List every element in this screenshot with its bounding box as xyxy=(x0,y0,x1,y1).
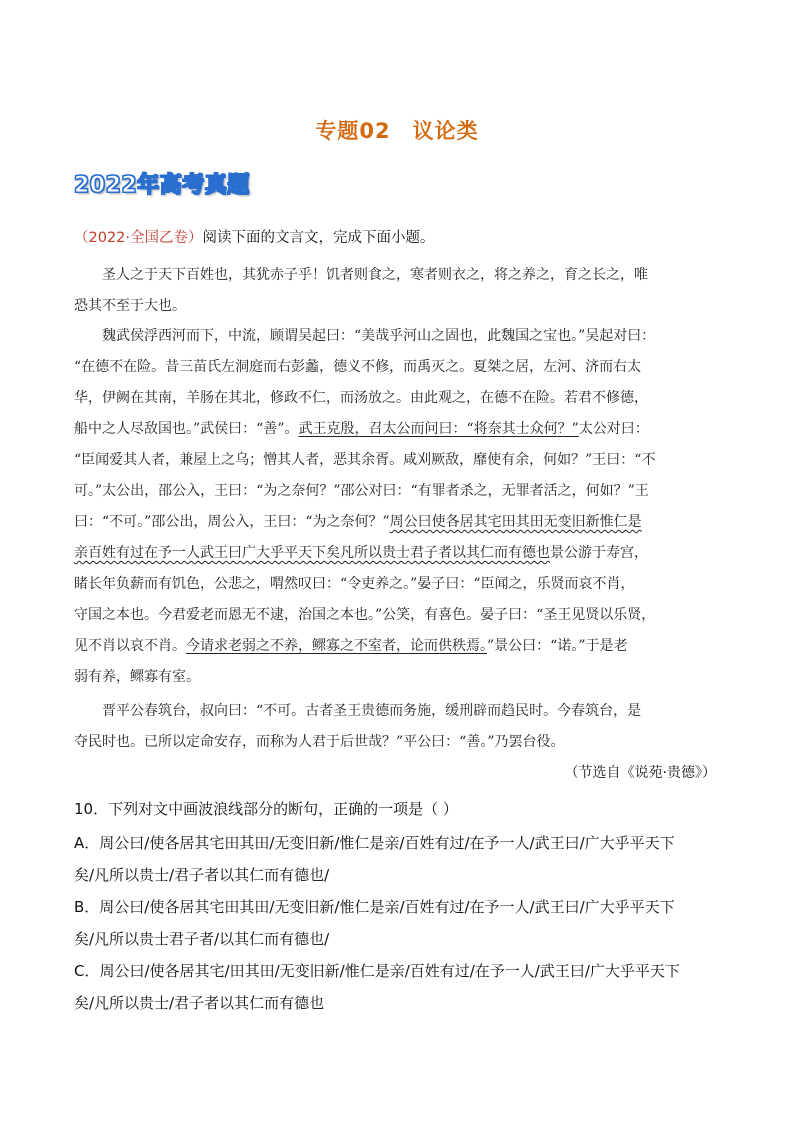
passage-line: “在德不在险。昔三苗氏左洞庭而右彭蠡，德义不修，而禹灭之。夏桀之居，左河、济而右太 xyxy=(74,359,642,375)
topic-name: 议论类 xyxy=(412,119,479,143)
passage-line: 弱有养，鳏寡有室。 xyxy=(74,669,200,685)
passage-line: 恐其不至于大也。 xyxy=(74,298,186,314)
passage-line: 船中之人尽敌国也。”武侯曰：“善”。武王克殷，召太公而问曰：“将奈其士众何？”太公对曰： xyxy=(74,421,649,437)
option-c-cont: 矣/凡所以贵士/君子者以其仁而有德也 xyxy=(74,994,325,1012)
option-a-cont: 矣/凡所以贵士/君子者以其仁而有德也/ xyxy=(74,866,330,884)
option-b[interactable]: B．周公曰/使各居其宅田其田/无变旧新/惟仁是亲/百姓有过/在予一人/武王曰/广大乎平天下 xyxy=(74,898,675,916)
passage-line: 圣人之于天下百姓也，其犹赤子乎！饥者则食之，寒者则衣之，将之养之，育之长之，唯 xyxy=(102,267,648,283)
option-c[interactable]: C．周公曰/使各居其宅/田其田/无变旧新/惟仁是亲/百姓有过/在予一人/武王曰/广大乎平天下 xyxy=(74,962,680,980)
passage-line: 可。”太公出，邵公入，王曰：“为之奈何？”邵公对曰：“有罪者杀之，无罪者活之，何如？”王 xyxy=(74,483,649,499)
passage-line: 晋平公春筑台，叔向曰：“不可。古者圣王贵德而务施，缓刑辟而趋民时。今春筑台，是 xyxy=(102,703,642,719)
question-stem: 10．下列对文中画波浪线部分的断句，正确的一项是（ ） xyxy=(74,800,458,818)
passage-line: “臣闻爱其人者，兼屋上之乌；憎其人者，恶其余胥。咸刈厥敌，靡使有余，何如？”王曰：“不 xyxy=(74,452,656,468)
passage-line: 魏武侯浮西河而下，中流，顾谓吴起曰：“美哉乎河山之固也，此魏国之宝也。”吴起对曰： xyxy=(102,328,656,344)
underlined-sentence: 武王克殷，召太公而问曰：“将奈其士众何？” xyxy=(298,421,579,437)
passage-line: 亲百姓有过在予一人武王曰广大乎平天下矣凡所以贵士君子者以其仁而有德也景公游于寿宫， xyxy=(74,545,648,561)
document-title xyxy=(0,115,794,145)
source-tag: （2022·全国乙卷） xyxy=(74,230,203,246)
option-b-cont: 矣/凡所以贵士君子者/以其仁而有德也/ xyxy=(74,930,330,948)
passage-line: 见不肖以哀不肖。今请求老弱之不养，鳏寡之不室者，论而供秩焉。”景公曰：“诺。”于是老 xyxy=(74,638,628,654)
wavy-underlined-text: 亲百姓有过在予一人武王曰广大乎平天下矣凡所以贵士君子者以其仁而有德也 xyxy=(74,545,550,561)
instruction-text: 阅读下面的文言文，完成下面小题。 xyxy=(202,230,435,246)
topic-number: 专题02 xyxy=(315,119,391,143)
passage-line: 夺民时也。已所以定命安存，而称为人君于后世哉？”平公曰：“善。”乃罢台役。 xyxy=(74,734,565,750)
source-attribution: （节选自《说苑·贵德》） xyxy=(564,765,716,781)
option-a[interactable]: A．周公曰/使各居其宅田其田/无变旧新/惟仁是亲/百姓有过/在予一人/武王曰/广大乎平天下 xyxy=(74,834,675,852)
source-line xyxy=(74,226,435,247)
passage-line: 曰：“不可。”邵公出，周公入，王曰：“为之奈何？”周公曰使各居其宅田其田无变旧新惟仁是 xyxy=(74,514,642,530)
passage-line: 睹长年负薪而有饥色，公悲之，喟然叹曰：“令吏养之。”晏子曰：“臣闻之，乐贤而哀不肖， xyxy=(74,576,635,592)
passage-line: 华，伊阙在其南，羊肠在其北，修政不仁，而汤放之。由此观之，在德不在险。若君不修德， xyxy=(74,390,648,406)
section-header: 2022年高考真题 xyxy=(74,173,250,198)
underlined-sentence: 今请求老弱之不养，鳏寡之不室者，论而供秩焉。 xyxy=(186,638,487,654)
wavy-underlined-text: 周公曰使各居其宅田其田无变旧新惟仁是 xyxy=(389,514,642,530)
passage-line: 守国之本也。今君爱老而恩无不逮，治国之本也。”公笑，有喜色。晏子曰：“圣王见贤以乐贤， xyxy=(74,607,656,623)
